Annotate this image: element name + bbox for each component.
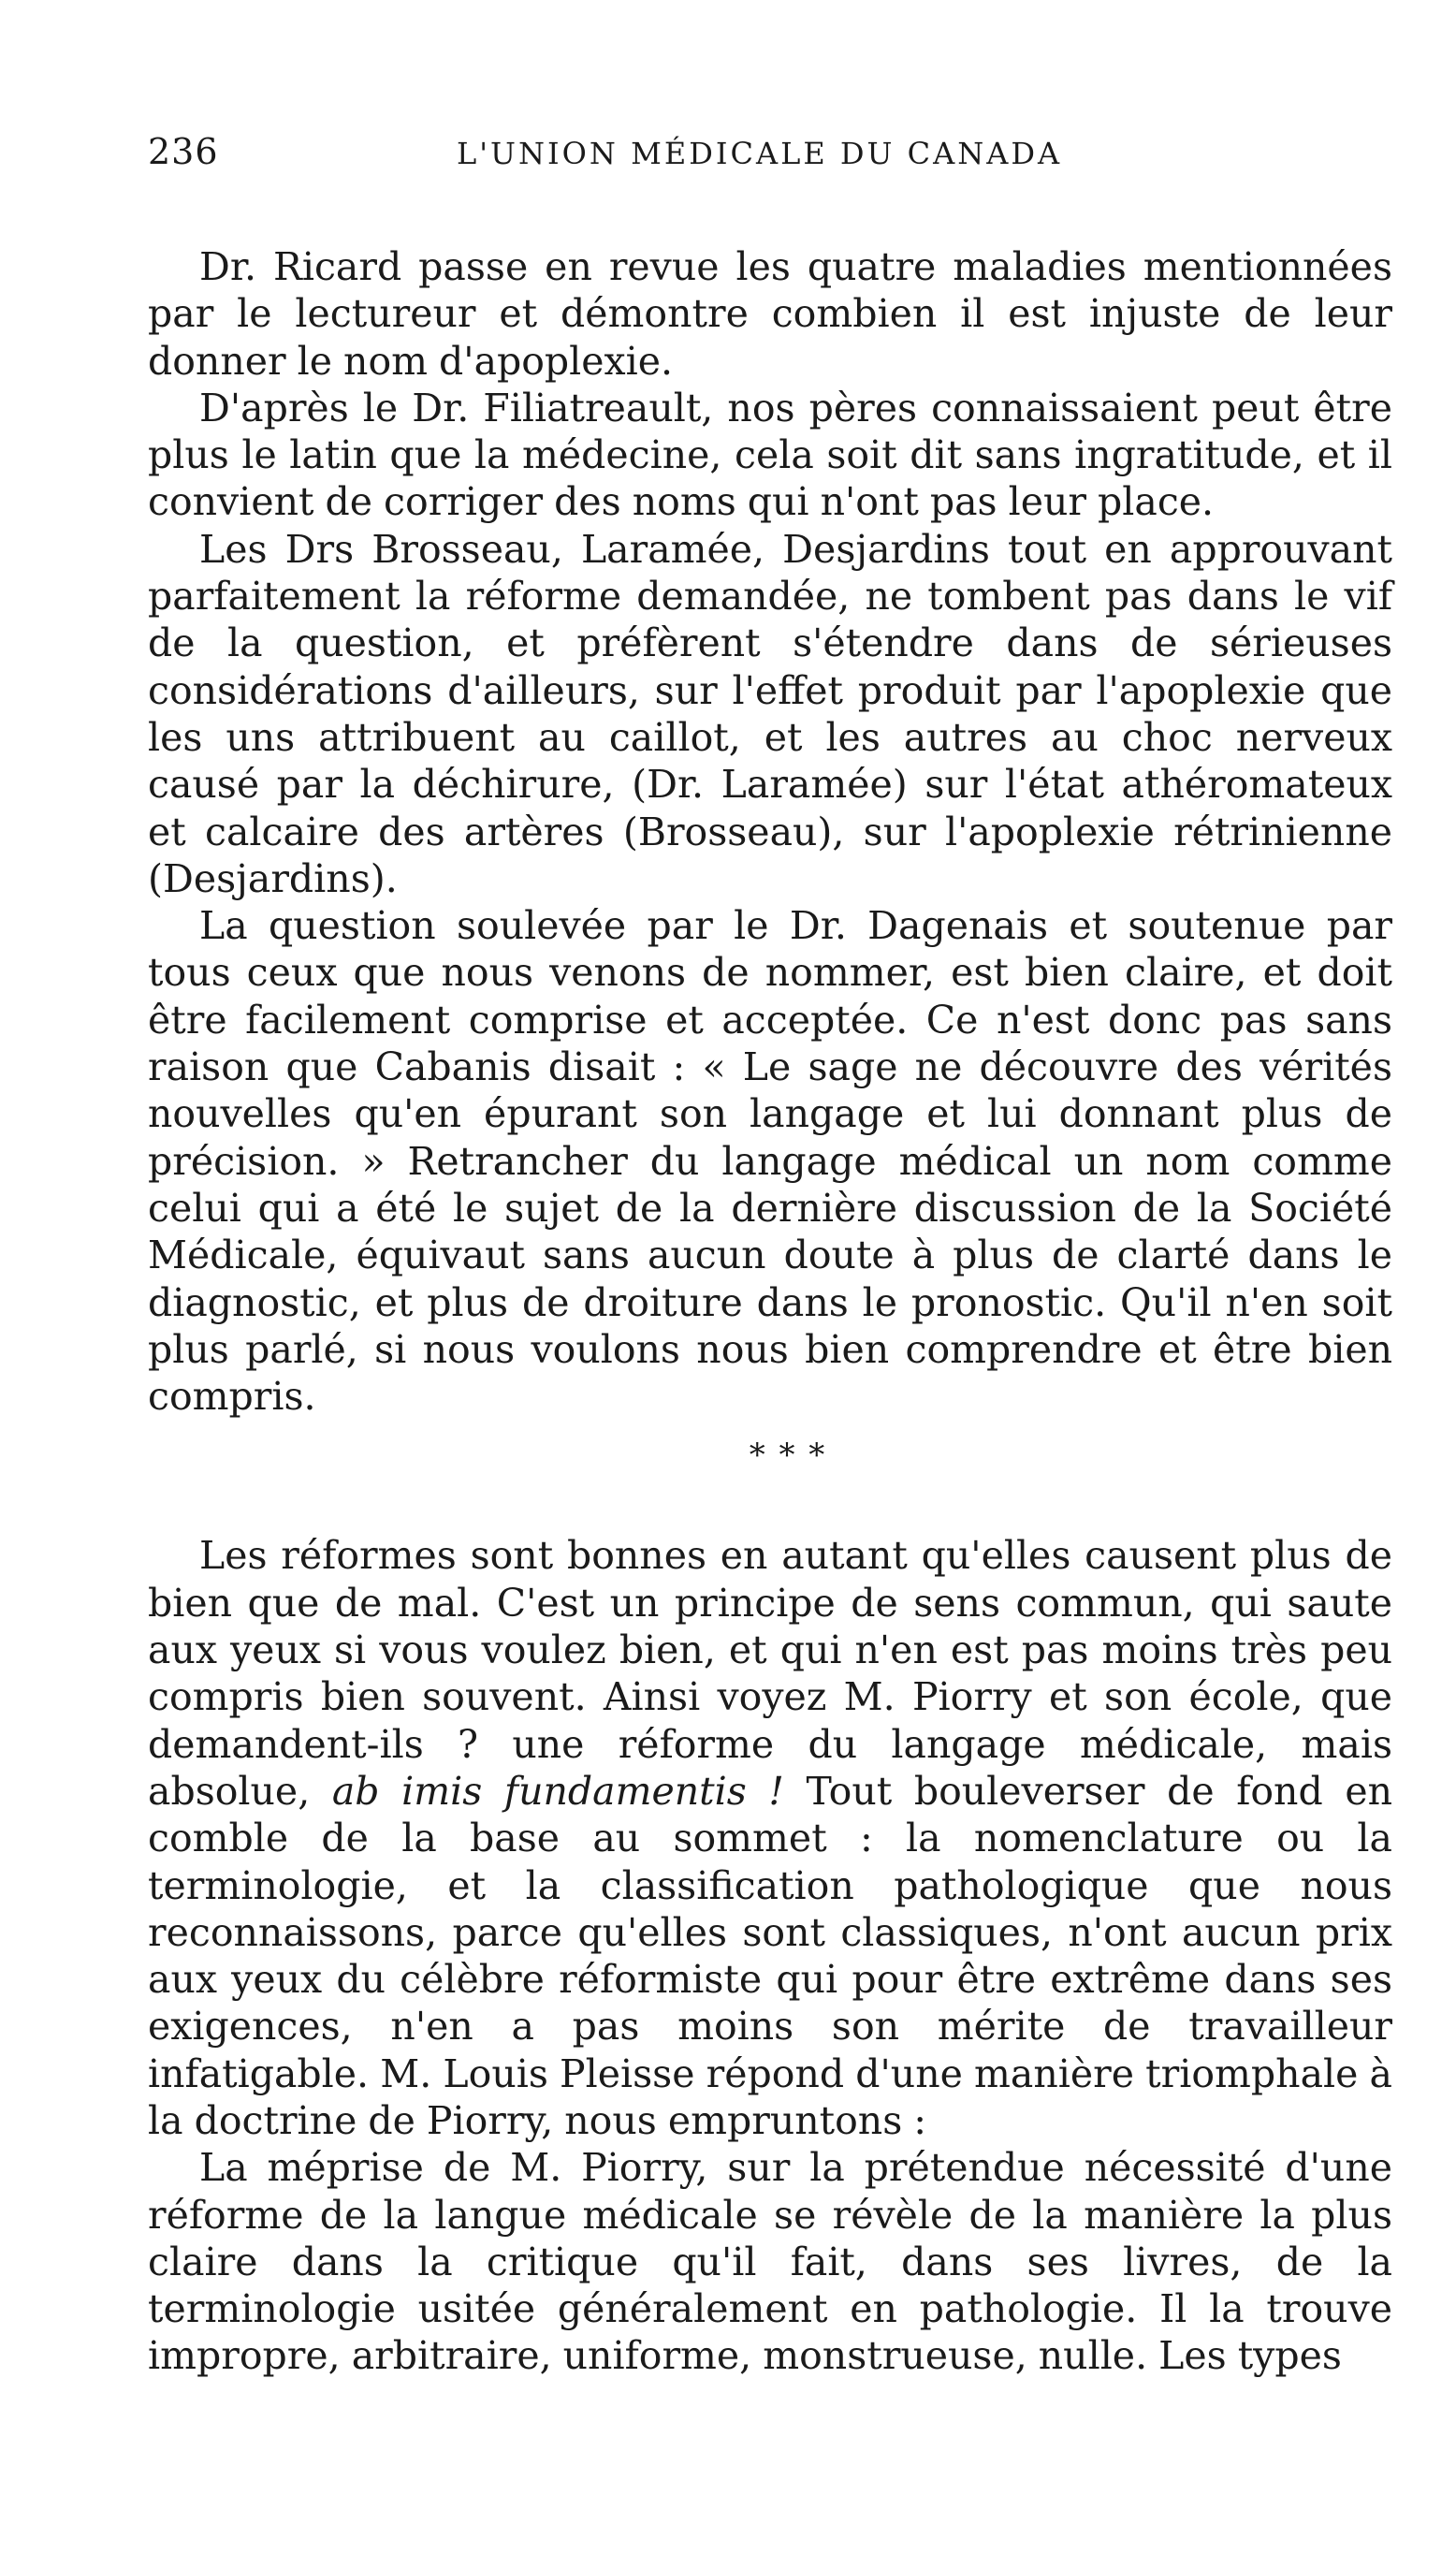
page <box>148 131 1392 2380</box>
paragraph-meprise: La méprise de M. Piorry, sur la prétendue nécessité d'une réforme de la langue médicale se révèle de la manière la plus claire dans la critique qu'il fait, dans ses livres, de la terminologie usitée généralement en pathologie. Il la trouve impropre, arbitraire, uniforme, monstrueuse, nulle. Les types <box>148 2145 1392 2379</box>
page-header <box>148 131 1392 187</box>
paragraph-dagenais: La question soulevée par le Dr. Dagenais et soutenue par tous ceux que nous venons de nommer, est bien claire, et doit être facilement comprise et acceptée. Ce n'est donc pas sans raison que Cabanis disait : « Le sage ne découvre des vérités nouvelles qu'en épurant son langage et lui donnant plus de précision. » Retrancher du langage médical un nom comme celui qui a été le sujet de la dernière discussion de la Société Médicale, équivaut sans aucun doute à plus de clarté dans le diagnostic, et plus de droiture dans le pronostic. Qu'il n'en soit plus parlé, si nous voulons nous bien comprendre et être bien compris. <box>148 903 1392 1420</box>
reformes-text-end: Tout bouleverser de fond en comble de la base au sommet : la nomenclature ou la terminologie, et la classification pathologique que nous reconnaissons, parce qu'elles sont classiques, n'ont aucun prix aux yeux du célèbre réformiste qui pour être extrême dans ses exigences, n'en a pas moins son mérite de travailleur infatigable. M. Louis Pleisse répond d'une manière triomphale à la doctrine de Piorry, nous empruntons : <box>148 1768 1392 2143</box>
section-asterism: * * * <box>749 1437 829 1475</box>
running-title: L'UNION MÉDICALE DU CANADA <box>457 136 1063 171</box>
paragraph-ricard: Dr. Ricard passe en revue les quatre maladies mentionnées par le lectureur et démontre combien il est injuste de leur donner le nom d'apoplexie. <box>148 244 1392 384</box>
paragraph-filiatreault: D'après le Dr. Filiatreault, nos pères connaissaient peut être plus le latin que la médecine, cela soit dit sans ingratitude, et il convient de corriger des noms qui n'ont pas leur place. <box>148 385 1392 525</box>
paragraph-brosseau: Les Drs Brosseau, Laramée, Desjardins tout en approuvant parfaitement la réforme demandée, ne tombent pas dans le vif de la question, et préfèrent s'étendre dans de sérieuses considérations d'ailleurs, sur l'effet produit par l'apoplexie que les uns attribuent au caillot, et les autres au choc nerveux causé par la déchirure, (Dr. Laramée) sur l'état athéromateux et calcaire des artères (Brosseau), sur l'apoplexie rétrinienne (Desjardins). <box>148 526 1392 901</box>
paragraph-reformes <box>148 1532 1392 2144</box>
reformes-text-start: Les réformes sont bonnes en autant qu'elles causent plus de bien que de mal. C'est un principe de sens commun, qui saute aux yeux si vous voulez bien, et qui n'en est pas moins très peu compris bien souvent. Ainsi voyez M. Piorry et son école, que demandent-ils ? une réforme du langage médicale, mais absolue, <box>148 1533 1392 1814</box>
latin-phrase: ab imis fundamentis ! <box>331 1768 784 1814</box>
page-number: 236 <box>148 131 219 172</box>
